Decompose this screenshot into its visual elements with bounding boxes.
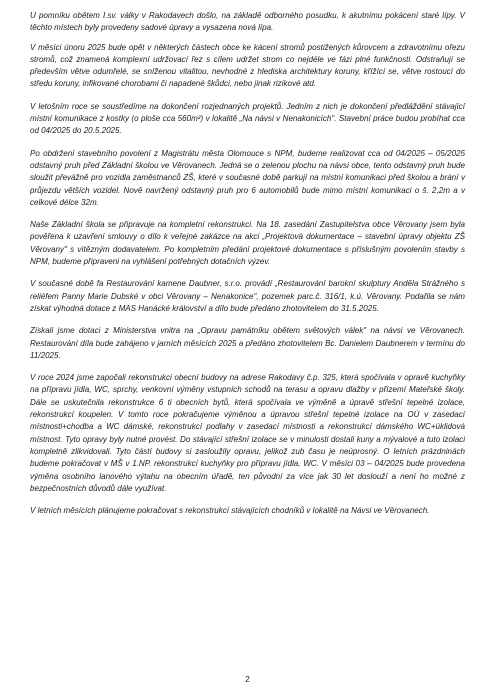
paragraph-sidewalks: V letních měsících plánujeme pokračovat s rekonstrukcí stávajících chodníků v lokalitě na Návsi ve Věrovanech. (30, 506, 430, 516)
paragraph-road-paving: V letošním roce se soustředíme na dokončení rozjednaných projektů. Jedním z nich je dokončení předláždění stávající místní komunikace z kostky (o ploše cca 560m²) v lokalitě „Na návsi v Nenakonicích". Stavební práce budou probíhat cca od 04/2025 do 20.5.2025. (30, 101, 465, 136)
page-number: 2 (245, 675, 250, 684)
paragraph-municipal-building: V roce 2024 jsme započali rekonstrukci obecní budovy na adrese Rakodavy č.p. 325, která spočívala v opravě kuchyňky na přípravu jídla, WC, sprchy, venkovní výměny vstupních schodů na terasu a opravu dlažby v přízemí Mateřské školy. Dále se uskutečnila rekonstrukce 6 ti obecních bytů, která spočívala ve výměně a úpravě střešní tepelné izolace, rekonstrukcí koupelen. V tomto roce pokračujeme výměnou a úpravou střešní tepelné izolace na OÚ v zasedací místnosti+chodba a WC dámské, rekonstrukcí podlahy v zasedací místnosti a rekonstrukcí dámského WC+úklidová místnost. Tyto opravy byly nutné provést. Do stávající střešní izolace se v minulosti dostali kuny a mývalové a tuto izolaci kompletně zlikvidovali. Tyto částí budovy si zasloužily opravu, jelikož zub času je neúprosný. O letních prázdninách budeme pokračovat v MŠ v 1.NP. rekonstrukcí kuchyňky pro přípravu jídla, WC. V měsíci 03 – 04/2025 bude provedena výměna osobního lanového výtahu na obecním úřadě, ten původní za více jak 30 let doslouží a není ho možné z bezpečnostních důvodů dále využívat. (30, 373, 465, 493)
paragraph-statue-restoration: V současné době fa Restaurování kamene Daubner, s.r.o. provádí „Restaurování barokní skulptury Anděla Strážného s reliéfem Panny Marie Dubské v obci Věrovany – Nenakonice", pozemek parc.č. 316/1, k.ú. Věrovany. Podařila se nám získat výhodná dotace z MAS Hanácké království a dílo bude předáno zhotovitelem do 31.5.2025. (30, 279, 465, 313)
paragraph-parking-lane: Po obdržení stavebního povolení z Magistrátu města Olomouce s NPM, budeme realizovat cca od 04/2025 – 05/2025 odstavný pruh před Základní školou ve Věrovanech. Jedná se o zelenou plochu na návsi obce, tento odstavný pruh bude sloužit převážně pro vozidla zaměstnanců ZŠ, které v současné době parkují na místní komunikaci před školou a brání v průjezdu větších vozidel. Nově navržený odstavný pruh pro 6 automobilů bude mimo místní komunikaci o š. 2,2m a v celkové délce 32m. (30, 148, 465, 207)
paragraph-linden-tree: U pomníku obětem I.sv. války v Rakodavech došlo, na základě odborného posudku, k akutnímu pokácení staré lípy. V těchto místech byly provedeny sadové úpravy a vysazena nová lípa. (30, 11, 465, 33)
paragraph-tree-felling: V měsíci únoru 2025 bude opět v některých částech obce ke kácení stromů postižených kůrovcem a zdravotnímu ořezu stromů, což znamená komplexní udržovací řez s cílem udržet strom co nejdéle ve fázi plné funkčnosti. Odstraňují se především větve odumřelé, se sníženou vitalitou, nevhodné z hlediska architektury koruny, křížící se, větve rostoucí do středu koruny, infikované chorobami či napadené škůdci, nebo jinak rizikové atd. (30, 42, 465, 89)
paragraph-memorial-repair: Získali jsme dotaci z Ministerstva vnitra na „Opravu památníku obětem světových válek" na návsi ve Věrovanech. Restaurování díla bude zahájeno v jarních měsících 2025 a předáno zhotovitelem Bc. Danielem Daubnerem v termínu do 11/2025. (30, 326, 465, 360)
document-body (30, 10, 465, 527)
paragraph-school-reconstruction: Naše Základní škola se připravuje na kompletní rekonstrukci. Na 18. zasedání Zastupitelstva obce Věrovany jsem byla pověřena k uzavření smlouvy o dílo k veřejné zakázce na akci „Projektová dokumentace – stavební úpravy objektu ZŠ Věrovany" s vítězným dodavatelem. Po kompletním předání projektové dokumentace s příslušným povolením stavby s NPM, budeme připraveni na vyhlášení potřebných dotačních výzev. (30, 220, 465, 267)
